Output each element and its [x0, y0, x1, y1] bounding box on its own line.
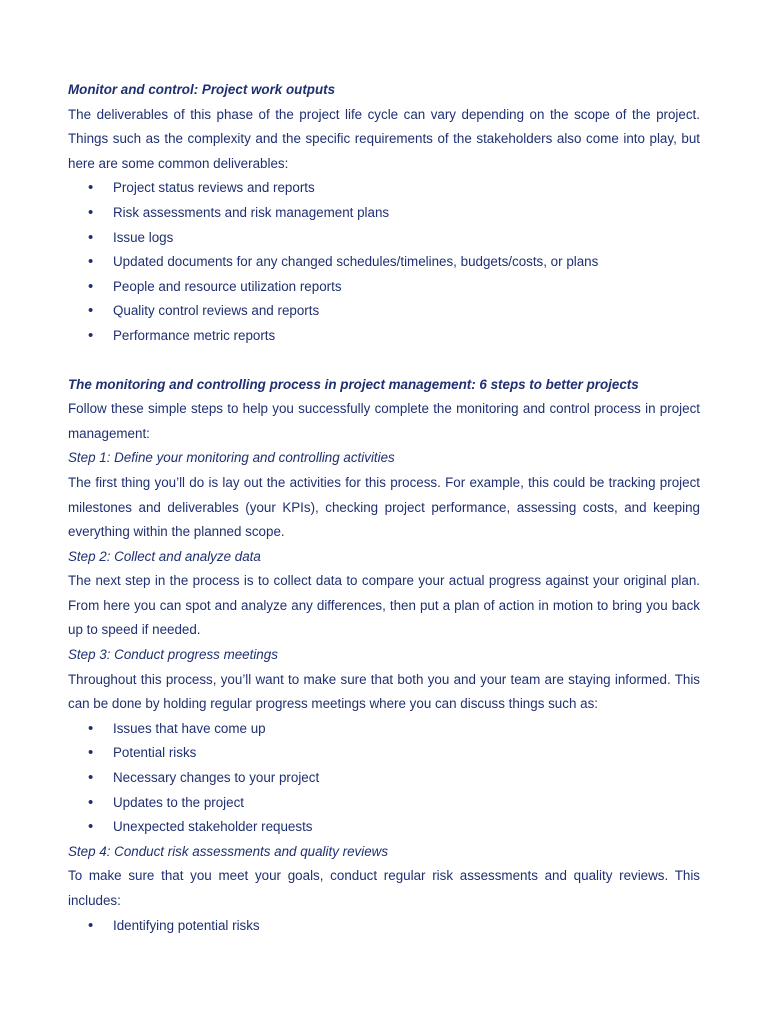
list-item: • Performance metric reports — [68, 324, 700, 349]
bullet-icon: • — [88, 818, 94, 836]
step1-title: Step 1: Define your monitoring and controlling activities — [68, 450, 395, 466]
meeting-topics-list — [68, 717, 700, 840]
bullet-icon: • — [88, 302, 94, 320]
bullet-icon: • — [88, 744, 94, 762]
document-page — [68, 78, 700, 938]
bullet-icon: • — [88, 719, 94, 737]
list-item: • Necessary changes to your project — [68, 766, 700, 791]
section-heading-process: The monitoring and controlling process in project management: 6 steps to better projects — [68, 376, 639, 392]
bullet-icon: • — [88, 277, 94, 295]
list-item: • Issues that have come up — [68, 717, 700, 742]
list-item: • Quality control reviews and reports — [68, 299, 700, 324]
step3-paragraph: Throughout this process, you’ll want to make sure that both you and your team are staying informed. This can be done by holding regular progress meetings where you can discuss things such as: — [68, 671, 700, 712]
list-item: • Unexpected stakeholder requests — [68, 815, 700, 840]
list-item: • People and resource utilization reports — [68, 275, 700, 300]
step4-paragraph: To make sure that you meet your goals, conduct regular risk assessments and quality reviews. This includes: — [68, 868, 700, 908]
bullet-icon: • — [88, 179, 94, 197]
step1-paragraph: The first thing you’ll do is lay out the activities for this process. For example, this could be tracking project milestones and deliverables (your KPIs), checking project performance, assessing costs, and keeping everything within the planned scope. — [68, 474, 700, 540]
bullet-icon: • — [88, 203, 94, 221]
list-item: • Updated documents for any changed schedules/timelines, budgets/costs, or plans — [68, 250, 700, 275]
outputs-intro-paragraph: The deliverables of this phase of the project life cycle can vary depending on the scope of the project. Things such as the complexity and the specific requirements of the stakeholders also come into play, but here are some common deliverables: — [68, 106, 700, 171]
bullet-icon: • — [88, 253, 94, 271]
step2-title: Step 2: Collect and analyze data — [68, 548, 261, 564]
list-item: • Project status reviews and reports — [68, 176, 700, 201]
process-intro-paragraph: Follow these simple steps to help you successfully complete the monitoring and control process in project management: — [68, 401, 700, 441]
list-item: • Identifying potential risks — [68, 914, 700, 939]
section-heading-outputs: Monitor and control: Project work outputs — [68, 82, 336, 97]
list-item: • Updates to the project — [68, 791, 700, 816]
deliverables-list — [68, 176, 700, 348]
bullet-icon: • — [88, 769, 94, 787]
risk-list — [68, 914, 700, 939]
step4-title: Step 4: Conduct risk assessments and quality reviews — [68, 843, 389, 859]
step3-title: Step 3: Conduct progress meetings — [68, 647, 278, 663]
list-item: • Potential risks — [68, 741, 700, 766]
section-spacer — [68, 349, 700, 373]
step2-paragraph: The next step in the process is to collect data to compare your actual progress against your original plan. From here you can spot and analyze any differences, then put a plan of action in motion to bring you back up to speed if needed. — [68, 573, 700, 638]
bullet-icon: • — [88, 916, 94, 934]
list-item: • Risk assessments and risk management plans — [68, 201, 700, 226]
list-item: • Issue logs — [68, 226, 700, 251]
bullet-icon: • — [88, 793, 94, 811]
bullet-icon: • — [88, 228, 94, 246]
bullet-icon: • — [88, 326, 94, 344]
